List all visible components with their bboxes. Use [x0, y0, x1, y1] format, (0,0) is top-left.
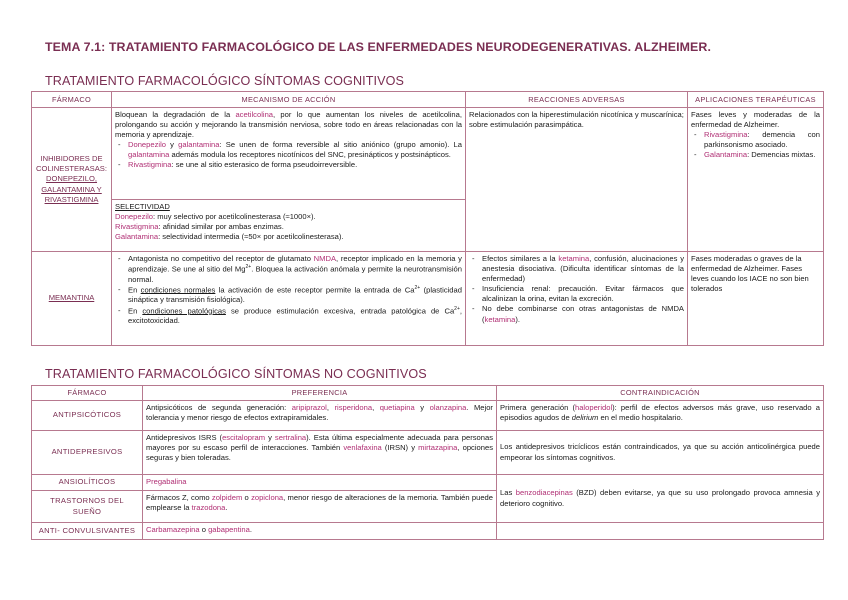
drug-highlight: venlafaxina — [343, 443, 382, 453]
text: : Demencias mixtas. — [747, 150, 816, 160]
list-item — [115, 254, 462, 285]
applications-list — [691, 130, 820, 160]
italic-text: delirium — [571, 413, 599, 423]
noncognitive-treatment-table — [31, 385, 824, 540]
drug-anxiolytics: ANSIOLÍTICOS — [32, 475, 143, 491]
header-adverse: REACCIONES ADVERSAS — [466, 92, 688, 108]
list-item — [469, 284, 684, 304]
drug-label: INHIBIDORES DE — [40, 154, 103, 164]
text: o — [199, 525, 209, 534]
drug-highlight: Carbamazepina — [146, 525, 200, 534]
text: Bloquean la degradación de la — [115, 110, 236, 119]
text: . — [225, 503, 228, 513]
header-contraindication: CONTRAINDICACIÓN — [497, 386, 824, 401]
header-mechanism: MECANISMO DE ACCIÓN — [112, 92, 466, 108]
text: (plasticidad sináptica y transmisión fisiológica). — [128, 285, 462, 305]
drug-name: RIVASTIGMINA — [44, 194, 99, 204]
text: y — [166, 140, 179, 150]
drug-highlight: Galantamina — [704, 150, 748, 160]
table-row — [32, 523, 824, 540]
header-drug: FÁRMACO — [32, 92, 112, 108]
text: No debe combinarse con otras antagonistas de NMDA ( — [482, 304, 684, 324]
cognitive-section-title: TRATAMIENTO FARMACOLÓGICO SÍNTOMAS COGNITIVOS — [45, 74, 405, 88]
drug-highlight: aripiprazol — [291, 403, 327, 412]
drug-highlight: galantamina — [178, 140, 220, 150]
text: , por lo que aumentan los niveles de acetilcolina, prolongando su acción y mejorando la transmisión nerviosa, sobre todo en áreas relacionadas con la memoria y aprendizaje. — [115, 110, 462, 140]
drug-highlight: Donepezilo — [128, 140, 166, 150]
drug-highlight: quetiapina — [379, 403, 415, 412]
text: se produce estimulación excesiva, entrada patológica de Ca — [225, 306, 455, 316]
contraindication-benzodiazepines — [497, 475, 824, 523]
text: Fármacos Z, como — [146, 493, 212, 502]
table-row — [32, 252, 824, 346]
text: y — [265, 433, 275, 442]
text: Antipsicóticos de segunda generación: — [146, 403, 292, 412]
text: : Se unen de forma reversible al sitio aniónico (grupo amonio). La — [219, 140, 462, 150]
preference-antidepressants — [143, 431, 497, 475]
applications-cholinesterase-inhibitors — [688, 108, 824, 252]
text: además modula los receptores nicotínicos del SNC, presinápticos y postsinápticos. — [169, 150, 451, 160]
drug-highlight: haloperidol — [574, 403, 613, 412]
text: Insuficiencia renal: precaución. Evitar fármacos que alcalinizan la orina, evitan la excreción. — [482, 284, 684, 304]
text: Antagonista no competitivo del receptor de glutamato — [128, 254, 314, 263]
contraindication-antidepressants: Los antidepresivos tricíclicos están contraindicados, ya que su acción anticolinérgica puede empeorar los síntomas cognitivos. — [497, 431, 824, 475]
text: , — [326, 403, 335, 412]
table-row — [32, 475, 824, 491]
text: Primera generación ( — [500, 403, 575, 412]
list-item — [115, 140, 462, 160]
text: la activación de este receptor permite la entrada de Ca — [215, 285, 415, 295]
text: ). — [515, 314, 520, 324]
header-applications: APLICACIONES TERAPÉUTICAS — [688, 92, 824, 108]
underlined-text: condiciones normales — [140, 285, 216, 295]
preference-anticonvulsants — [143, 523, 497, 540]
drug-highlight: acetilcolina — [235, 110, 274, 119]
list-item — [115, 306, 462, 327]
drug-highlight: galantamina — [128, 150, 170, 160]
drug-highlight: Donepezilo — [115, 212, 153, 222]
list-item — [691, 130, 820, 150]
applications-memantine: Fases moderadas o graves de la enfermedad de Alzheimer. Fases leves cuando los IACE no son bien tolerados — [688, 252, 824, 346]
drug-highlight: zolpidem — [211, 493, 243, 502]
drug-highlight: trazodona — [191, 503, 226, 513]
table-row — [32, 431, 824, 475]
drug-highlight: ketamina — [558, 254, 590, 263]
mechanism-list — [115, 254, 462, 326]
adverse-memantine — [466, 252, 688, 346]
text: : selectividad intermedia (≈50× por acetilcolinesterasa). — [158, 232, 344, 242]
drug-highlight: olanzapina — [429, 403, 467, 412]
mechanism-memantine — [112, 252, 466, 346]
text: , receptor implicado en la memoria y aprendizaje. Se une al sitio del Mg — [128, 254, 462, 274]
selectivity-title: SELECTIVIDAD — [115, 202, 170, 211]
drug-name: MEMANTINA — [48, 293, 95, 303]
drug-highlight: risperidona — [334, 403, 373, 412]
header-preference: PREFERENCIA — [143, 386, 497, 401]
drug-highlight: Rivastigmina — [704, 130, 748, 140]
list-item — [469, 254, 684, 284]
superscript: 2+ — [245, 264, 252, 271]
mechanism-list — [115, 140, 462, 170]
table-header-row — [32, 386, 824, 401]
list-item — [115, 160, 462, 170]
drug-label: COLINESTERASAS: — [36, 164, 107, 174]
text: Efectos similares a la — [482, 254, 559, 263]
text: (BZD) deben evitarse, ya que su uso prolongado provoca amnesia y deterioro cognitivo. — [500, 488, 820, 508]
table-row — [32, 401, 824, 431]
text: : muy selectivo por acetilcolinesterasa (≈1000×). — [153, 212, 316, 222]
text: Antidepresivos ISRS ( — [146, 433, 223, 442]
contraindication-empty — [497, 523, 824, 540]
text: , confusión, alucinaciones y anestesia disociativa. (Dificulta identificar síntomas de la enfermedad) — [482, 254, 684, 284]
text: en el medio hospitalario. — [598, 413, 683, 423]
text: , excitotoxicidad. — [128, 306, 462, 326]
text: o — [242, 493, 252, 502]
preference-antipsychotics — [143, 401, 497, 431]
drug-highlight: mirtazapina — [418, 443, 458, 453]
superscript: 2+ — [414, 284, 421, 291]
noncognitive-section-title: TRATAMIENTO FARMACOLÓGICO SÍNTOMAS NO COGNITIVOS — [45, 367, 427, 381]
drug-name: DONEPEZILO, — [45, 174, 98, 184]
mechanism-cholinesterase-inhibitors — [112, 108, 466, 200]
drug-cholinesterase-inhibitors — [32, 108, 112, 252]
contraindication-antipsychotics — [497, 401, 824, 431]
drug-highlight: benzodiacepinas — [515, 488, 573, 498]
drug-highlight: gabapentina — [208, 525, 250, 534]
drug-name: GALANTAMINA Y — [41, 184, 102, 194]
drug-highlight: escitalopram — [222, 433, 266, 442]
drug-antidepressants: ANTIDEPRESIVOS — [32, 431, 143, 475]
drug-highlight: Pregabalina — [146, 477, 187, 486]
list-item — [469, 304, 684, 324]
drug-highlight: Galantamina — [115, 232, 159, 242]
table-header-row — [32, 92, 824, 108]
drug-memantine — [32, 252, 112, 346]
table-row — [32, 108, 824, 200]
drug-highlight: Rivastigmina — [115, 222, 159, 232]
underlined-text: condiciones patológicas — [142, 306, 226, 316]
drug-highlight: sertralina — [274, 433, 307, 442]
selectivity-line — [115, 212, 462, 222]
text: (IRSN) y — [381, 443, 419, 453]
drug-highlight: ketamina — [484, 314, 516, 324]
text: : demencia con parkinsonismo asociado. — [704, 130, 820, 150]
text: Fases leves y moderadas de la enfermedad de Alzheimer. — [691, 110, 820, 130]
drug-sleep-disorders: TRASTORNOS DEL SUEÑO — [32, 491, 143, 523]
text: , opciones seguras y bien toleradas. — [146, 443, 493, 463]
cognitive-treatment-table — [31, 91, 824, 346]
text: Las — [500, 488, 516, 498]
text: En — [128, 306, 143, 316]
text: En — [128, 285, 141, 295]
adverse-cholinesterase-inhibitors: Relacionados con la hiperestimulación nicotínica y muscarínica; sobre estimulación parasimpática. — [466, 108, 688, 252]
selectivity-line — [115, 232, 462, 242]
text: . Mejor tolerancia y menor riesgo de efectos extrapiramidales. — [146, 403, 493, 423]
text: : afinidad similar por ambas enzimas. — [158, 222, 284, 232]
list-item — [691, 150, 820, 160]
selectivity-cell — [112, 200, 466, 252]
text: . Bloquea la activación anómala y permite la neurotransmisión normal. — [128, 264, 462, 284]
text: , menor riesgo de alteraciones de la memoria. También puede emplearse la — [146, 493, 493, 513]
drug-highlight: NMDA — [313, 254, 337, 263]
drug-anticonvulsants: ANTI- CONVULSIVANTES — [32, 523, 143, 540]
adverse-list — [469, 254, 684, 325]
text: , — [372, 403, 380, 412]
drug-antipsychotics: ANTIPSICÓTICOS — [32, 401, 143, 431]
superscript: 2+ — [454, 305, 460, 312]
text: . — [249, 525, 252, 534]
header-drug: FÁRMACO — [32, 386, 143, 401]
drug-highlight: Rivastigmina — [128, 160, 172, 170]
mechanism-intro — [115, 110, 462, 140]
text: ). Esta última especialmente adecuada para personas mayores por su escaso perfil de interacciones. También — [146, 433, 493, 453]
list-item — [115, 285, 462, 306]
main-title: TEMA 7.1: TRATAMIENTO FARMACOLÓGICO DE LAS ENFERMEDADES NEURODEGENERATIVAS. ALZHEIMER. — [45, 40, 712, 54]
text: ): perfil de efectos adversos más grave, uso reservado a episodios agudos de — [500, 403, 820, 423]
text: : se une al sitio esterasico de forma pseudoirreversible. — [171, 160, 358, 170]
drug-highlight: zopiclona — [251, 493, 284, 502]
preference-sleep-disorders — [143, 491, 497, 523]
text: y — [414, 403, 430, 412]
selectivity-line — [115, 222, 462, 232]
preference-anxiolytics — [143, 475, 497, 491]
